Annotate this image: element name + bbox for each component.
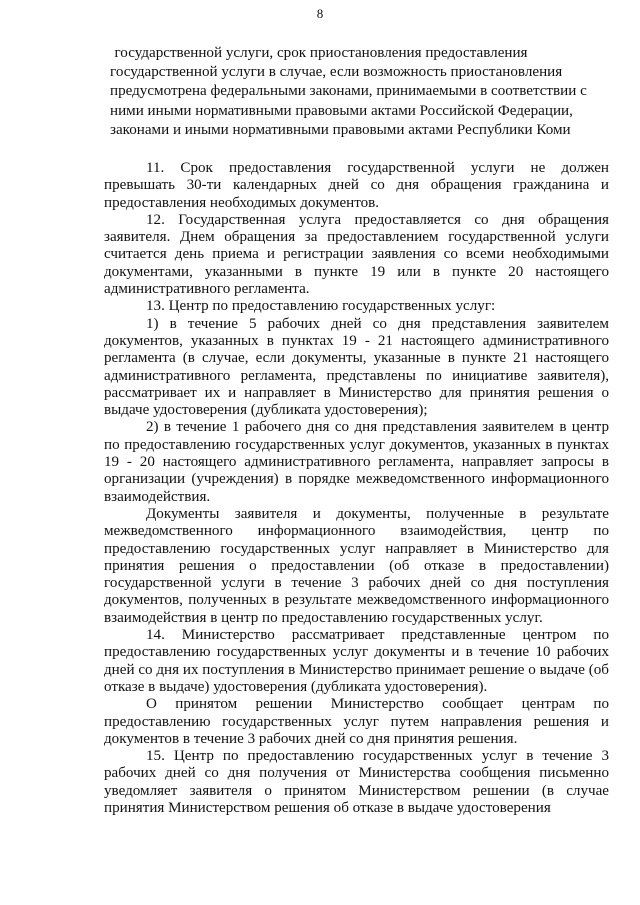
heading-line: государственной услуги в случае, если возможность приостановления	[110, 64, 563, 81]
paragraph-13-item-1: 1) в течение 5 рабочих дней со дня представления заявителем документов, указанных в пунктах 19 - 21 настоящего административного регламента (в случае, если документы, указанные в пункте 21 настоящего административного регламента, представлены по инициативе заявителя), рассматривает их и направляет в Министерство для принятия решения о выдаче удостоверения (дубликата удостоверения);	[104, 315, 609, 419]
paragraph-15: 15. Центр по предоставлению государственных услуг в течение 3 рабочих дней со дня получения от Министерства сообщения письменно уведомляет заявителя о принятом Министерством решении (в случае принятия Министерством решения об отказе в выдаче удостоверения	[104, 748, 609, 816]
paragraph-13: 13. Центр по предоставлению государственных услуг:	[146, 298, 496, 315]
heading-line: государственной услуги, срок приостановления предоставления	[114, 45, 528, 61]
paragraph-11: 11. Срок предоставления государственной услуги не должен превышать 30-ти календарных дней со дня обращения гражданина и предоставления необходимых документов.	[104, 160, 609, 211]
section-heading	[110, 44, 587, 140]
page-number: 8	[316, 6, 324, 21]
paragraph-documents: Документы заявителя и документы, полученные в результате межведомственного информационного взаимодействия, центр по предоставлению государственных услуг направляет в Министерство для принятия решения о предоставлении (об отказе в предоставлении) государственной услуги в течение 3 рабочих дней со дня поступления документов, полученных в результате межведомственного информационного взаимодействия в центр по предоставлению государственных услуг.	[104, 505, 609, 626]
heading-line: законами и иными нормативными правовыми актами Республики Коми	[110, 121, 571, 138]
heading-line: предусмотрена федеральными законами, принимаемыми в соответствии с	[110, 83, 587, 100]
paragraph-decision-notice: О принятом решении Министерство сообщает центрам по предоставлению государственных услуг путем направления решения и документов в течение 3 рабочих дней со дня принятия решения.	[104, 696, 609, 747]
paragraph-14: 14. Министерство рассматривает представленные центром по предоставлению государственных услуг документы и в течение 10 рабочих дней со дня их поступления в Министерство принимает решение о выдаче (об отказе в выдаче) удостоверения (дубликата удостоверения).	[104, 627, 609, 695]
paragraph-13-item-2: 2) в течение 1 рабочего дня со дня представления заявителем в центр по предоставлению государственных услуг документов, указанных в пунктах 19 - 20 настоящего административного регламента, направляет запросы в организации (учреждения) в порядке межведомственного информационного взаимодействия.	[104, 419, 609, 505]
paragraph-12: 12. Государственная услуга предоставляется со дня обращения заявителя. Днем обращения за предоставлением государственной услуги считается день приема и регистрации заявления со всеми необходимыми документами, указанными в пункте 19 или в пункте 20 настоящего административного регламента.	[104, 211, 609, 298]
heading-line: ними иными нормативными правовыми актами Российской Федерации,	[110, 102, 573, 119]
document-body	[104, 160, 609, 817]
